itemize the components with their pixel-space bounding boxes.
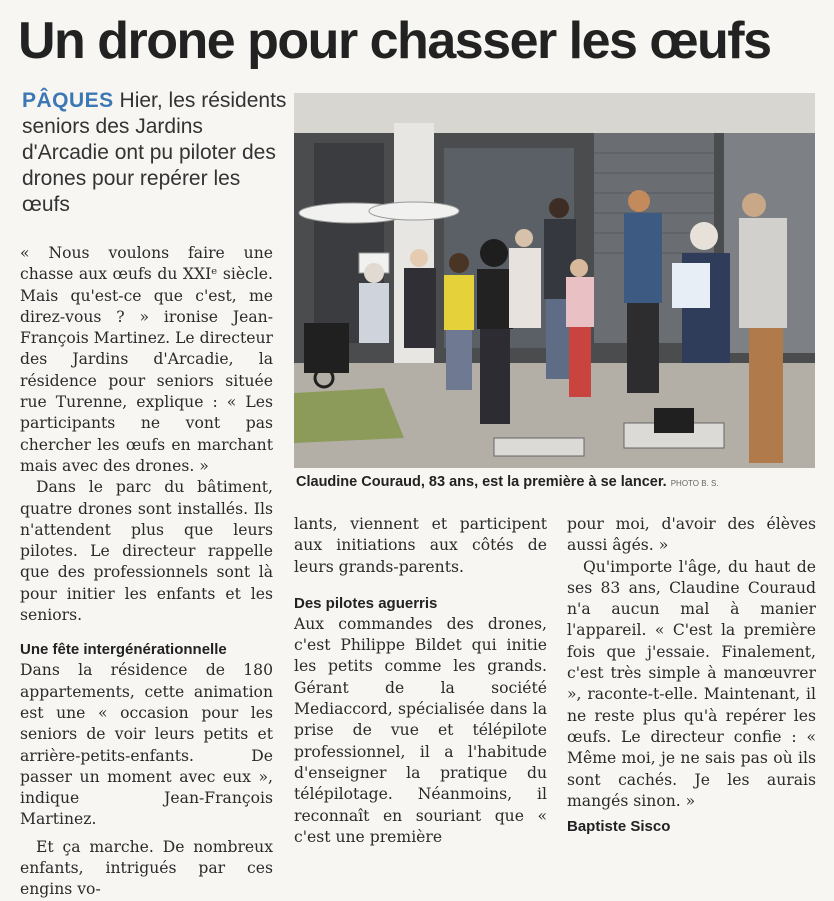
article-column-2 bbox=[294, 514, 547, 848]
headline: Un drone pour chasser les œufs bbox=[18, 12, 771, 70]
paragraph: Aux commandes des drones, c'est Philippe Bildet qui initie les petits comme les grands. Gérant de la société Mediaccord, spécialisée dans la prise de vue et télépilote professionnel, il a l'habitude d'enseigner la pratique du télépilotage. Néanmoins, il reconnaît en souriant que « c'est une première bbox=[294, 614, 547, 846]
news-photo bbox=[294, 93, 815, 468]
subheading: Une fête intergénérationnelle bbox=[20, 641, 227, 659]
paragraph: « Nous voulons faire une chasse aux œufs du XXIᵉ siècle. Mais qu'est-ce que c'est, me direz-vous ? » ironise Jean-François Martinez. Le directeur des Jardins d'Arcadie, la résidence pour seniors située rue Turenne, explique : « Les participants ne vont pas chercher les œufs en marchant mais avec des drones. » bbox=[20, 244, 273, 475]
paragraph: lants, viennent et participent aux initiations aux côtés de leurs grands-parents. bbox=[294, 515, 547, 576]
article-column-3 bbox=[567, 514, 816, 837]
subheading: Des pilotes aguerris bbox=[294, 594, 438, 612]
lead-text: Hier, les résidents seniors des Jardins d'Arcadie ont pu piloter des drones pour repérer les œufs bbox=[22, 89, 287, 216]
article-column-1 bbox=[20, 243, 273, 901]
paragraph: Dans le parc du bâtiment, quatre drones sont installés. Ils n'attendent plus que leurs pilotes. Le directeur rappelle que des professionnels sont là pour initier les enfants et les seniors. bbox=[20, 478, 273, 625]
caption-text: Claudine Couraud, 83 ans, est la première à se lancer. bbox=[296, 474, 667, 490]
paragraph: Et ça marche. De nombreux enfants, intrigués par ces engins vo- bbox=[20, 837, 273, 899]
paragraph: Dans la résidence de 180 appartements, cette animation est une « occasion pour les seniors de voir leurs petits et arrière-petits-enfants. De passer un moment avec eux », indique Jean-François Martinez. bbox=[20, 661, 273, 829]
photo-drone-scene bbox=[294, 93, 815, 468]
paragraph: Qu'importe l'âge, du haut de ses 83 ans, Claudine Couraud n'a aucun mal à manier l'appareil. « C'est la première fois que j'essaie. Finalement, c'est très simple à manœuvrer », raconte-t-elle. Maintenant, il ne reste plus qu'à repérer les œufs. Le directeur confie : « Même moi, je ne sais pas où ils sont cachés. Je les aurais mangés sinon. » bbox=[567, 557, 816, 810]
lead-paragraph bbox=[22, 88, 287, 218]
paragraph: pour moi, d'avoir des élèves aussi âgés. » bbox=[567, 515, 816, 555]
photo-credit: PHOTO B. S. bbox=[670, 479, 719, 488]
byline: Baptiste Sisco bbox=[567, 818, 671, 836]
photo-caption bbox=[296, 474, 816, 490]
kicker-label: PÂQUES bbox=[22, 89, 114, 112]
